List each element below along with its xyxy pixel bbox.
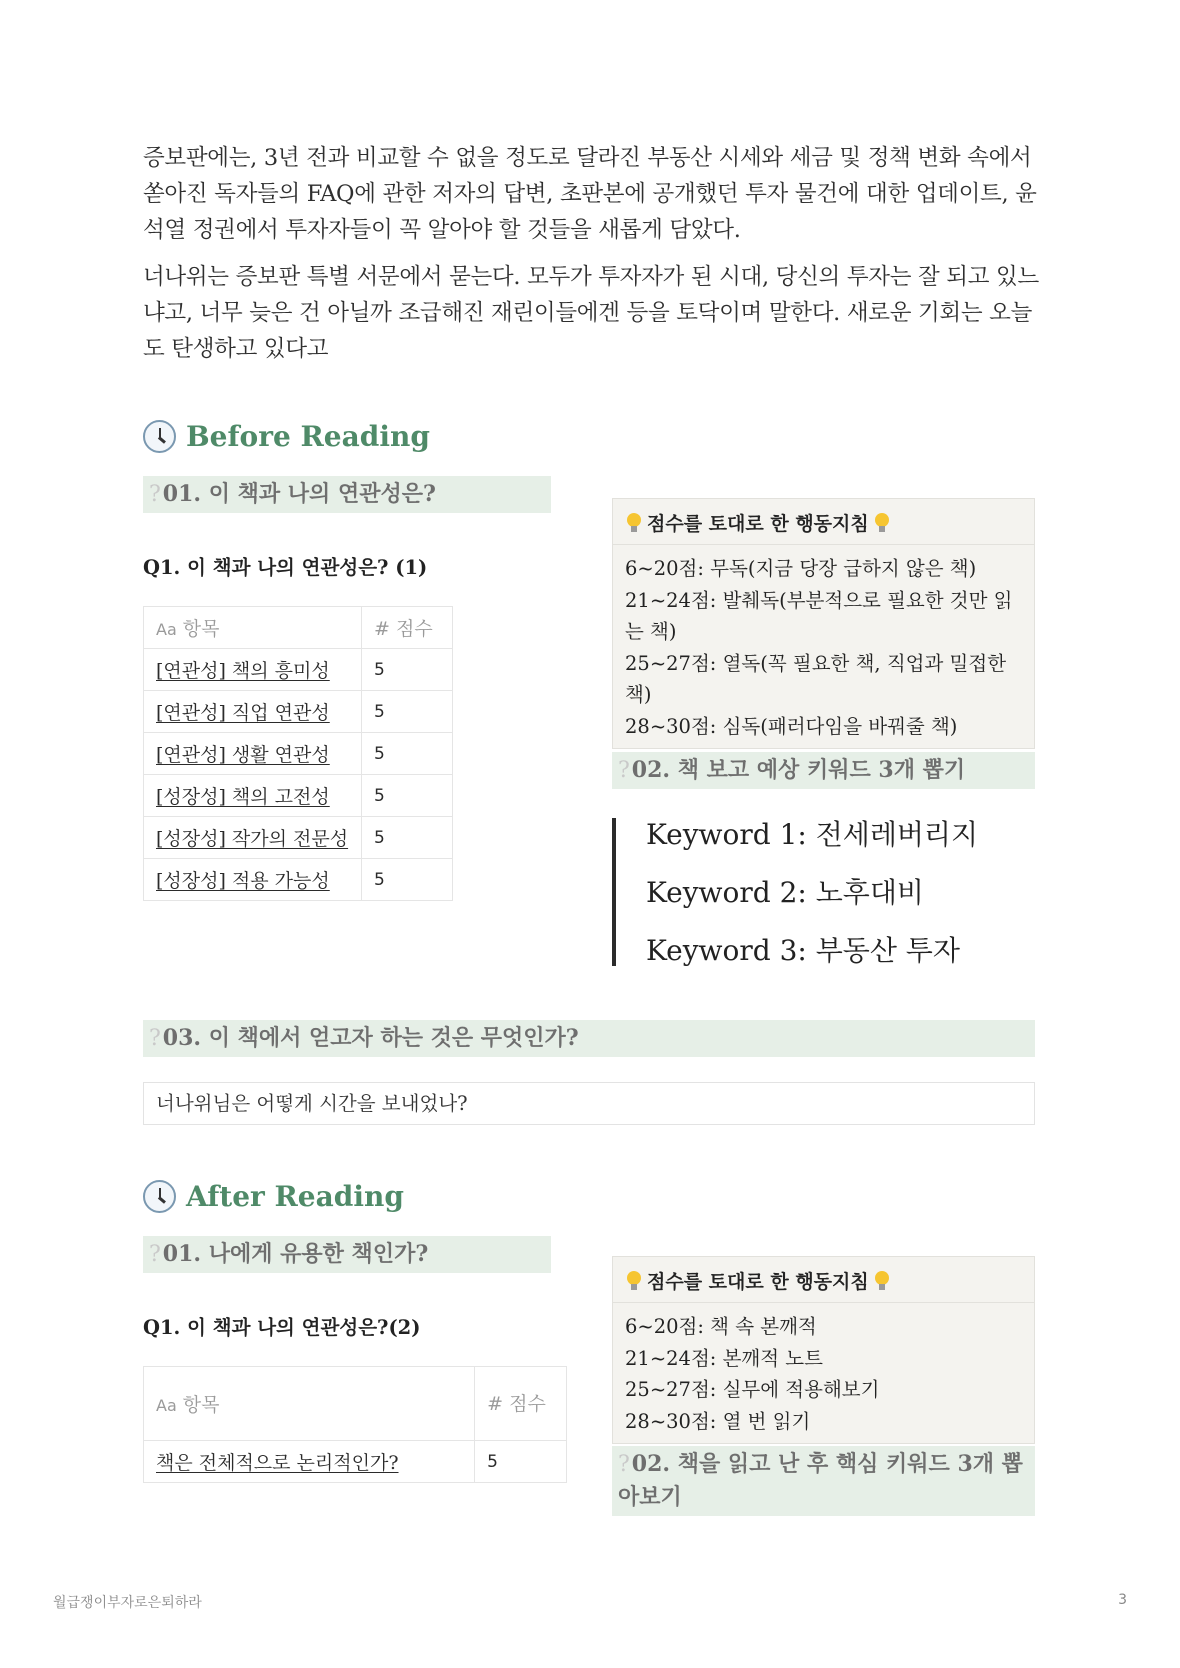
keyword-2: Keyword 2: 노후대비 [646, 876, 924, 909]
question-mark-icon: ? [618, 1452, 630, 1477]
before-reading-title: Before Reading [186, 420, 430, 453]
table-row[interactable] [144, 733, 453, 775]
question-mark-icon: ? [149, 1242, 161, 1267]
question-02-label: 02. 책 보고 예상 키워드 3개 뽑기 [631, 757, 966, 783]
row-item-link[interactable]: 책은 전체적으로 논리적인가? [156, 1452, 399, 1474]
callout-line: 25~27점: 실무에 적용해보기 [625, 1378, 880, 1401]
row-score: 5 [475, 1441, 567, 1483]
callout-header [613, 1257, 1034, 1303]
intro-paragraph-2: 너나위는 증보판 특별 서문에서 묻는다. 모두가 투자자가 된 시대, 당신의 투자는 잘 되고 있느냐고, 너무 늦은 건 아닐까 조급해진 재린이들에겐 등을 토닥이며 말한다. 새로운 기회는 오늘도 탄생하고 있다고 [143, 264, 1039, 362]
question-mark-icon: ? [149, 482, 161, 507]
row-item[interactable] [144, 859, 362, 901]
after-reading-heading [143, 1180, 404, 1213]
row-item[interactable] [144, 817, 362, 859]
column-header-item [144, 607, 362, 649]
answer-box[interactable]: 너나위님은 어떻게 시간을 보내었나? [143, 1082, 1035, 1125]
column-header-score: # 점수 [362, 607, 453, 649]
callout-line: 28~30점: 열 번 읽기 [625, 1409, 811, 1433]
question-01-label: 01. 이 책과 나의 연관성은? [162, 481, 436, 507]
table-row[interactable] [144, 775, 453, 817]
callout-line: 6~20점: 책 속 본깨적 [625, 1315, 817, 1338]
after-action-guide-callout [612, 1256, 1035, 1444]
row-score: 5 [362, 691, 453, 733]
relevance-table [143, 606, 453, 901]
row-score: 5 [362, 859, 453, 901]
callout-body [613, 1303, 1034, 1443]
row-item-link[interactable]: [성장성] 작가의 전문성 [156, 828, 349, 850]
clock-icon [143, 420, 176, 453]
callout-title: 점수를 토대로 한 행동지침 [647, 513, 869, 535]
keyword-3: Keyword 3: 부동산 투자 [646, 934, 960, 967]
after-question-02-bar [612, 1446, 1035, 1516]
column-item-label: 항목 [182, 1394, 220, 1416]
lightbulb-icon [627, 1271, 641, 1291]
row-score: 5 [362, 775, 453, 817]
row-item[interactable] [144, 691, 362, 733]
lightbulb-icon [875, 513, 889, 533]
text-property-icon: Aa [156, 620, 177, 639]
clock-icon [143, 1180, 176, 1213]
page-number: 3 [1118, 1592, 1127, 1608]
question-01-bar [143, 476, 551, 513]
row-item[interactable] [144, 733, 362, 775]
question-mark-icon: ? [149, 1026, 161, 1051]
callout-line: 25~27점: 열독(꼭 필요한 책, 직업과 밀접한 책) [625, 651, 1007, 706]
row-score: 5 [362, 649, 453, 691]
question-03-label: 03. 이 책에서 얻고자 하는 것은 무엇인가? [162, 1025, 579, 1051]
table-header-row [144, 1367, 567, 1441]
after-question-01-label: 01. 나에게 유용한 책인가? [162, 1241, 429, 1267]
callout-line: 28~30점: 심독(패러다임을 바꿔줄 책) [625, 714, 958, 738]
row-score: 5 [362, 817, 453, 859]
row-item[interactable] [144, 1441, 475, 1483]
row-score: 5 [362, 733, 453, 775]
after-table-title: Q1. 이 책과 나의 연관성은?(2) [143, 1316, 421, 1339]
callout-title: 점수를 토대로 한 행동지침 [647, 1271, 869, 1293]
callout-line: 6~20점: 무독(지금 당장 급하지 않은 책) [625, 557, 977, 580]
before-reading-heading [143, 420, 430, 453]
table-row[interactable] [144, 691, 453, 733]
after-reading-title: After Reading [186, 1180, 404, 1213]
question-03-bar [143, 1020, 1035, 1057]
after-relevance-table [143, 1366, 567, 1483]
after-question-02-label: 02. 책을 읽고 난 후 핵심 키워드 3개 뽑아보기 [618, 1451, 1023, 1510]
action-guide-callout [612, 498, 1035, 749]
after-question-01-bar [143, 1236, 551, 1273]
row-item[interactable] [144, 649, 362, 691]
row-item[interactable] [144, 775, 362, 817]
table-row[interactable] [144, 649, 453, 691]
row-item-link[interactable]: [성장성] 적용 가능성 [156, 870, 330, 892]
keyword-1: Keyword 1: 전세레버리지 [646, 818, 979, 851]
question-mark-icon: ? [618, 758, 630, 783]
intro-paragraph-1: 증보판에는, 3년 전과 비교할 수 없을 정도로 달라진 부동산 시세와 세금 및 정책 변화 속에서 쏟아진 독자들의 FAQ에 관한 저자의 답변, 초판본에 공개했던 투자 물건에 대한 업데이트, 윤석열 정권에서 투자자들이 꼭 알아야 할 것들을 새롭게 담았다. [143, 145, 1037, 243]
keywords-quote [612, 818, 1032, 966]
row-item-link[interactable]: [연관성] 생활 연관성 [156, 744, 330, 766]
row-item-link[interactable]: [연관성] 직업 연관성 [156, 702, 330, 724]
callout-body [613, 545, 1034, 748]
question-02-bar [612, 752, 1035, 789]
table-row[interactable] [144, 817, 453, 859]
relevance-table-title: Q1. 이 책과 나의 연관성은? (1) [143, 556, 428, 579]
column-header-item [144, 1367, 475, 1441]
text-property-icon: Aa [156, 1396, 177, 1415]
lightbulb-icon [875, 1271, 889, 1291]
column-header-score: # 점수 [475, 1367, 567, 1441]
callout-header [613, 499, 1034, 545]
footer-title: 월급쟁이부자로은퇴하라 [53, 1595, 202, 1611]
column-item-label: 항목 [182, 618, 220, 640]
table-row[interactable] [144, 859, 453, 901]
table-header-row [144, 607, 453, 649]
table-row[interactable] [144, 1441, 567, 1483]
lightbulb-icon [627, 513, 641, 533]
callout-line: 21~24점: 발췌독(부분적으로 필요한 것만 읽는 책) [625, 588, 1013, 643]
callout-line: 21~24점: 본깨적 노트 [625, 1346, 823, 1370]
row-item-link[interactable]: [연관성] 책의 흥미성 [156, 660, 330, 682]
intro-text [143, 140, 1043, 378]
row-item-link[interactable]: [성장성] 책의 고전성 [156, 786, 330, 808]
